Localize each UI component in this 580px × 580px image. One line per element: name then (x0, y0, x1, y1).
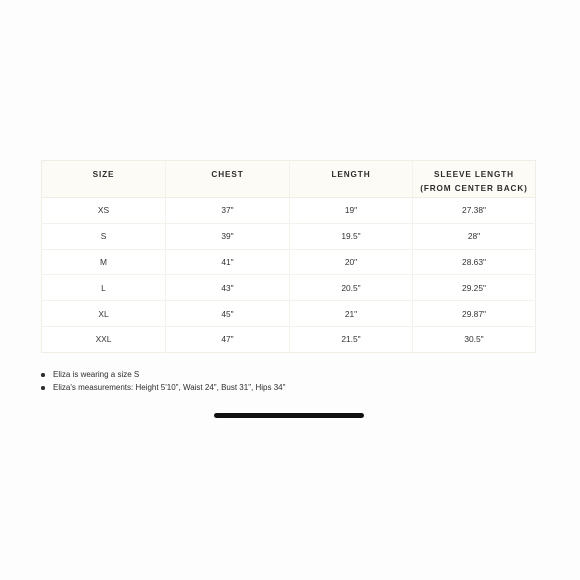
cell-chest: 41" (166, 249, 290, 275)
header-sleeve-length: SLEEVE LENGTH (FROM CENTER BACK) (413, 161, 536, 198)
table-row (42, 301, 536, 327)
cell-chest: 45" (166, 301, 290, 327)
bullet-icon (41, 373, 45, 377)
cell-sleeve-length: 30.5" (413, 326, 536, 352)
cell-size: L (42, 275, 166, 301)
cell-sleeve-length: 28" (413, 223, 536, 249)
cell-chest: 47" (166, 326, 290, 352)
cell-chest: 39" (166, 223, 290, 249)
header-row (42, 161, 536, 198)
table-row (42, 275, 536, 301)
home-indicator-bar[interactable] (214, 413, 364, 418)
cell-sleeve-length: 29.87" (413, 301, 536, 327)
list-item (40, 381, 285, 394)
table-row (42, 223, 536, 249)
cell-length: 19" (290, 198, 413, 224)
note-size-worn: Eliza is wearing a size S (53, 370, 140, 379)
cell-length: 21" (290, 301, 413, 327)
cell-size: S (42, 223, 166, 249)
cell-sleeve-length: 29.25" (413, 275, 536, 301)
model-notes-list (40, 368, 285, 394)
cell-length: 20" (290, 249, 413, 275)
cell-chest: 37" (166, 198, 290, 224)
cell-length: 21.5" (290, 326, 413, 352)
size-chart-table (41, 160, 536, 353)
table-row (42, 249, 536, 275)
table-row (42, 198, 536, 224)
size-chart-header (42, 161, 536, 198)
cell-sleeve-length: 28.63" (413, 249, 536, 275)
header-chest: CHEST (166, 161, 290, 198)
cell-size: XL (42, 301, 166, 327)
cell-chest: 43" (166, 275, 290, 301)
cell-size: XXL (42, 326, 166, 352)
header-size: SIZE (42, 161, 166, 198)
list-item (40, 368, 285, 381)
size-chart-body (42, 198, 536, 353)
cell-size: XS (42, 198, 166, 224)
note-measurements: Eliza's measurements: Height 5'10", Waist 24", Bust 31", Hips 34" (53, 383, 286, 392)
cell-length: 20.5" (290, 275, 413, 301)
cell-size: M (42, 249, 166, 275)
bullet-icon (41, 386, 45, 390)
table-row (42, 326, 536, 352)
cell-sleeve-length: 27.38" (413, 198, 536, 224)
cell-length: 19.5" (290, 223, 413, 249)
header-length: LENGTH (290, 161, 413, 198)
